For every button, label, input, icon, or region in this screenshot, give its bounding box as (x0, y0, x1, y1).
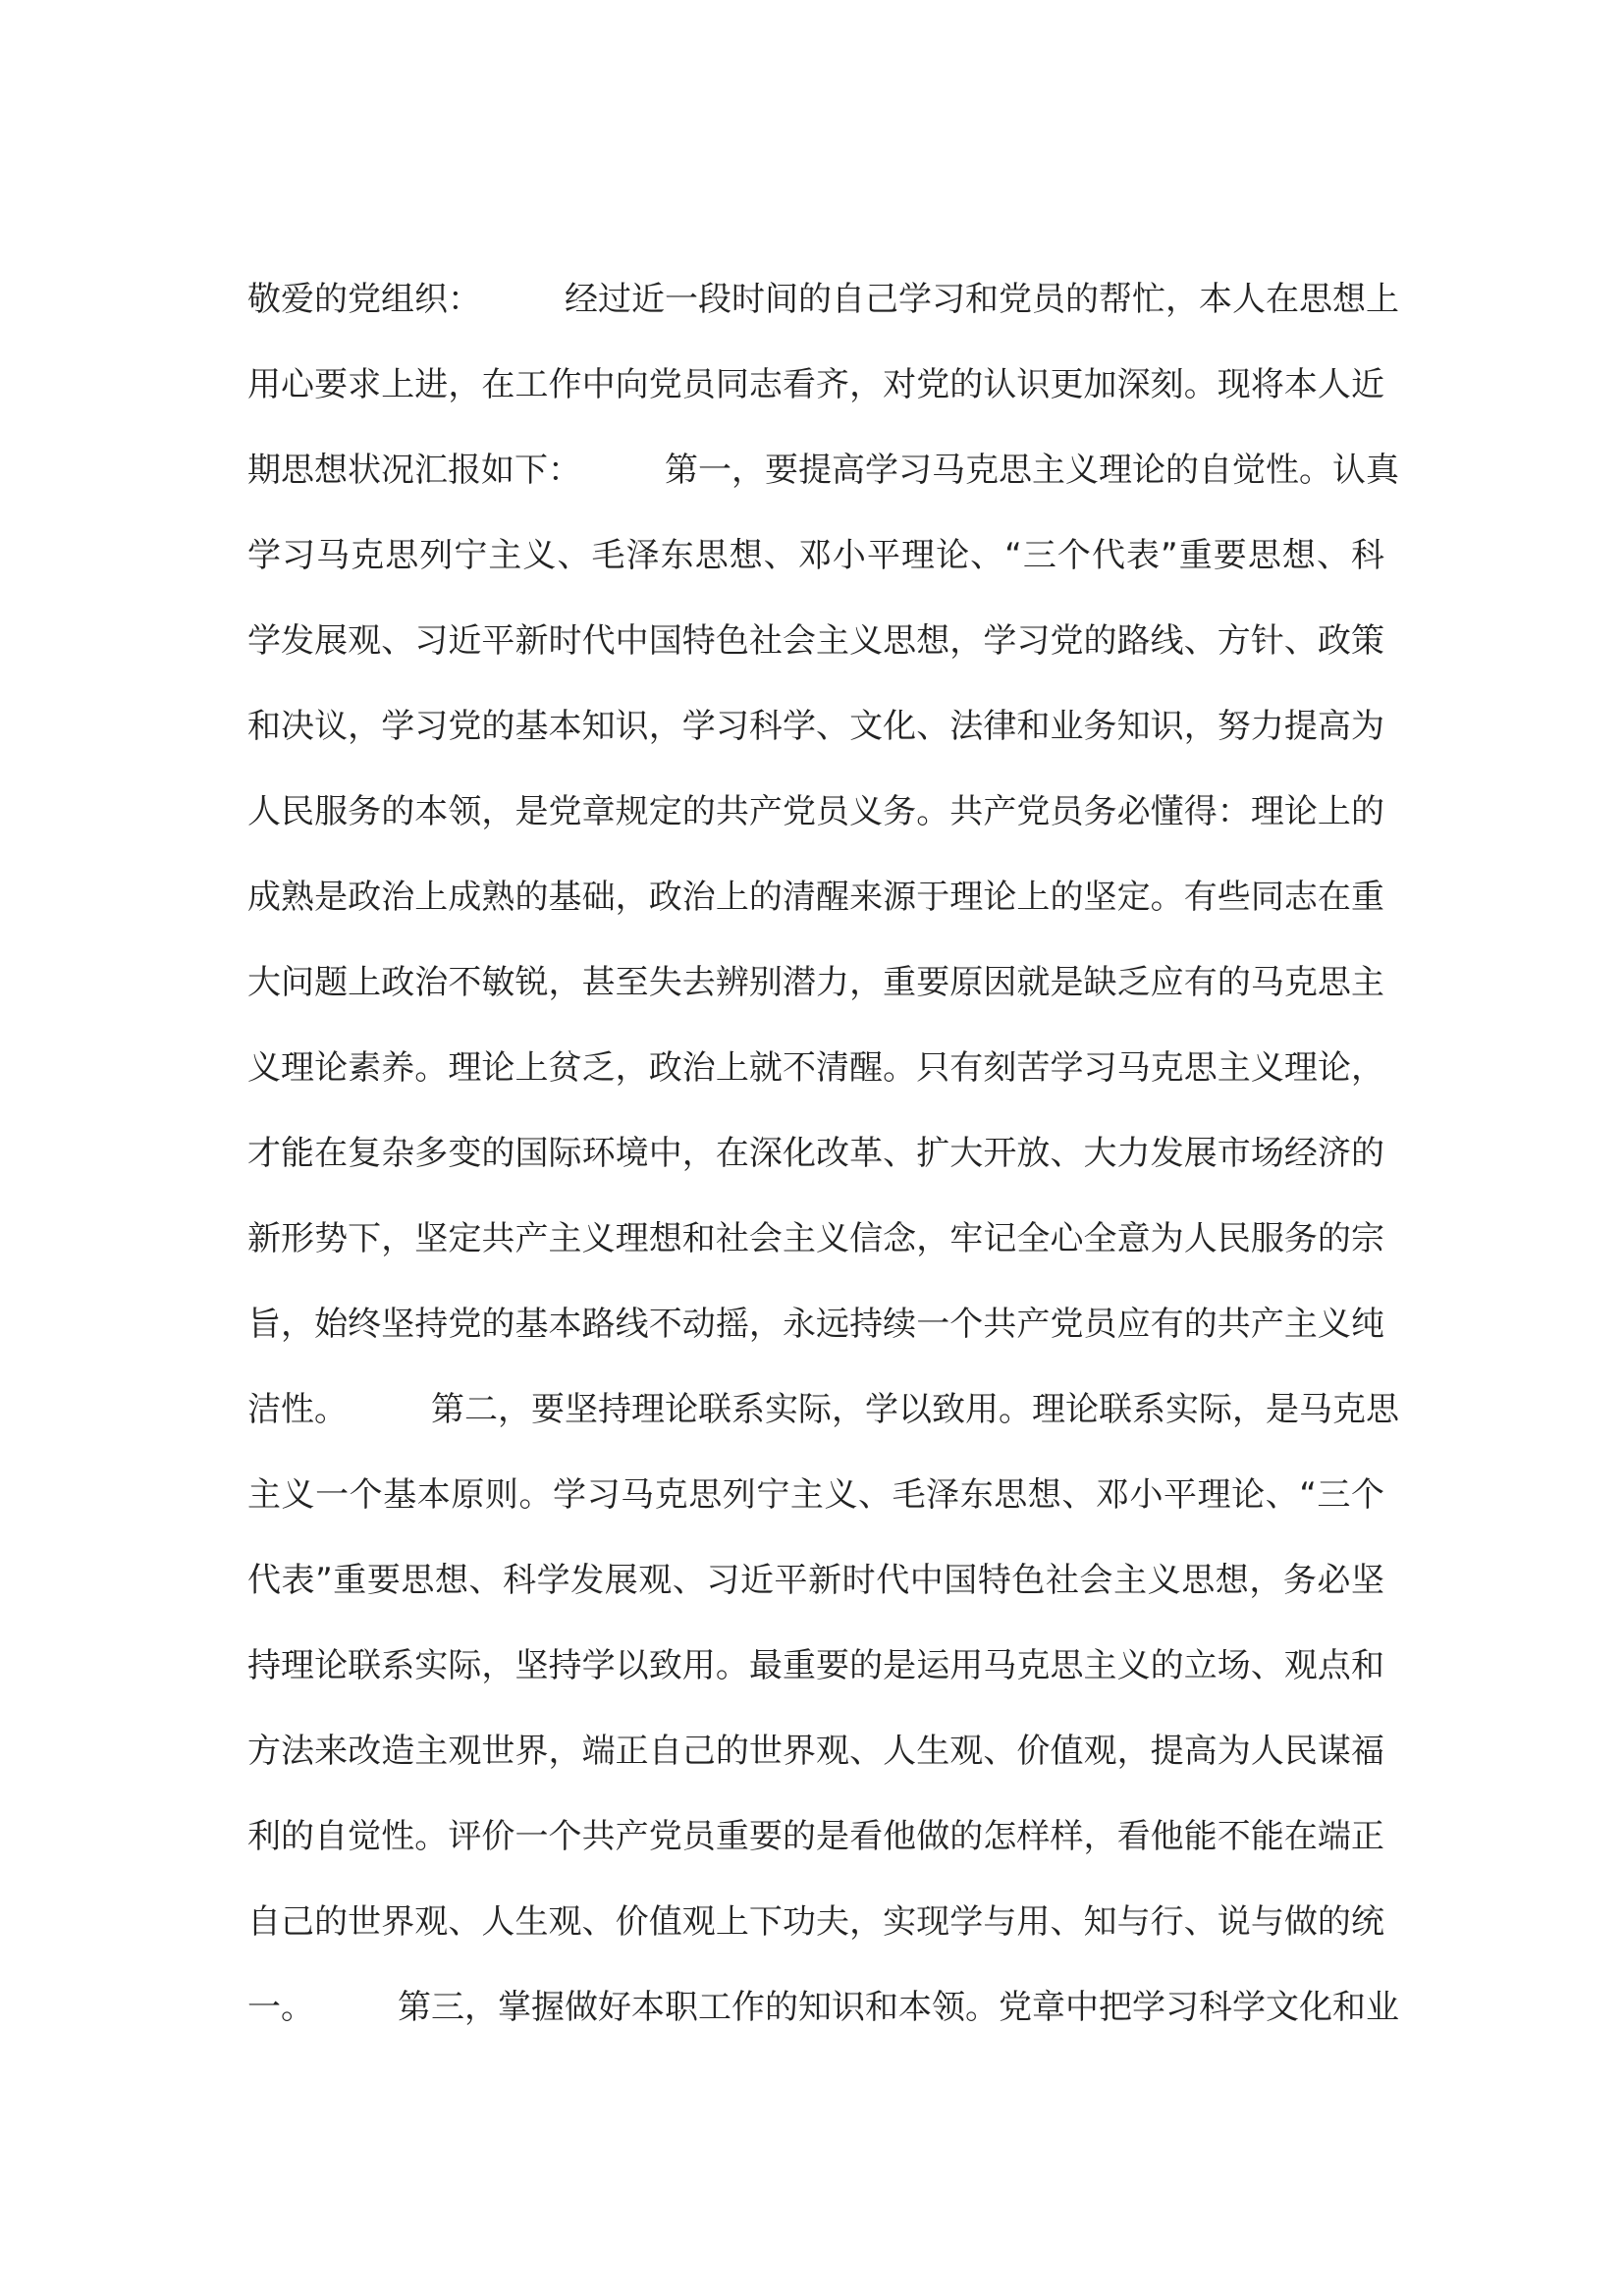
text-line: 主义一个基本原则。学习马克思列宁主义、毛泽东思想、邓小平理论、“三个 (247, 1475, 1384, 1515)
text-line: 利的自觉性。评价一个共产党员重要的是看他做的怎样样，看他能不能在端正 (247, 1817, 1384, 1856)
document-body (247, 257, 1399, 2051)
text-line: 大问题上政治不敏锐，甚至失去辨别潜力，重要原因就是缺乏应有的马克思主 (247, 963, 1384, 1002)
text-line: 持理论联系实际，坚持学以致用。最重要的是运用马克思主义的立场、观点和 (247, 1646, 1384, 1685)
text-line: 旨，始终坚持党的基本路线不动摇，永远持续一个共产党员应有的共产主义纯 (247, 1305, 1384, 1344)
text-line: 新形势下，坚定共产主义理想和社会主义信念，牢记全心全意为人民服务的宗 (247, 1219, 1384, 1258)
text-line: 一。 第三，掌握做好本职工作的知识和本领。党章中把学习科学文化和业 (247, 1988, 1399, 2027)
text-line: 人民服务的本领，是党章规定的共产党员义务。共产党员务必懂得：理论上的 (247, 792, 1384, 831)
text-line: 洁性。 第二，要坚持理论联系实际，学以致用。理论联系实际，是马克思 (247, 1390, 1399, 1429)
text-line: 用心要求上进，在工作中向党员同志看齐，对党的认识更加深刻。现将本人近 (247, 365, 1384, 404)
text-line: 义理论素养。理论上贫乏，政治上就不清醒。只有刻苦学习马克思主义理论， (247, 1048, 1384, 1088)
text-line: 学习马克思列宁主义、毛泽东思想、邓小平理论、“三个代表”重要思想、科 (247, 536, 1384, 575)
text-line: 成熟是政治上成熟的基础，政治上的清醒来源于理论上的坚定。有些同志在重 (247, 878, 1384, 917)
text-line: 和决议，学习党的基本知识，学习科学、文化、法律和业务知识，努力提高为 (247, 707, 1384, 746)
text-line: 学发展观、习近平新时代中国特色社会主义思想，学习党的路线、方针、政策 (247, 621, 1384, 661)
text-line: 才能在复杂多变的国际环境中，在深化改革、扩大开放、大力发展市场经济的 (247, 1134, 1384, 1173)
text-line: 敬爱的党组织： 经过近一段时间的自己学习和党员的帮忙，本人在思想上 (247, 280, 1399, 319)
text-line: 期思想状况汇报如下： 第一，要提高学习马克思主义理论的自觉性。认真 (247, 451, 1399, 490)
text-line: 代表”重要思想、科学发展观、习近平新时代中国特色社会主义思想，务必坚 (247, 1561, 1384, 1600)
text-line: 方法来改造主观世界，端正自己的世界观、人生观、价值观，提高为人民谋福 (247, 1732, 1384, 1771)
text-line: 自己的世界观、人生观、价值观上下功夫，实现学与用、知与行、说与做的统 (247, 1902, 1384, 1942)
